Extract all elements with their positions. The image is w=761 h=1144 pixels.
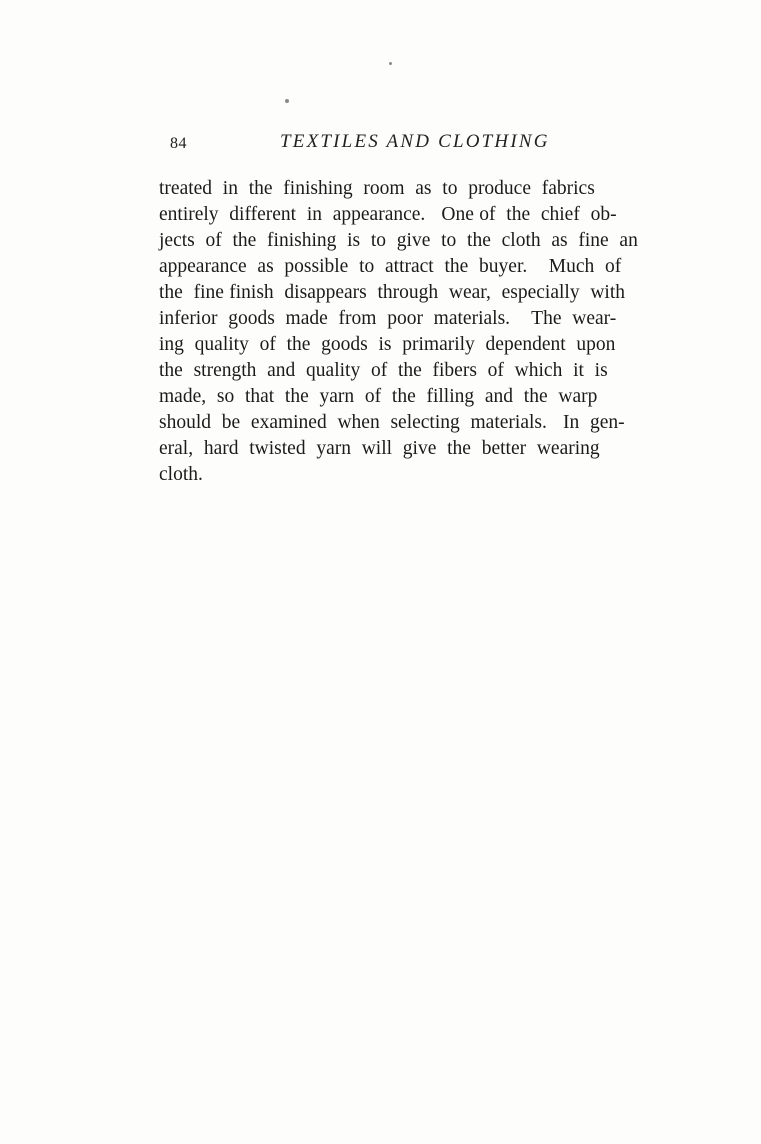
- scan-speck-icon: [389, 62, 392, 65]
- page-title: TEXTILES AND CLOTHING: [280, 131, 550, 152]
- body-text: [159, 176, 662, 488]
- text-line: appearance as possible to attract the buyer. Much of: [159, 256, 622, 277]
- scan-speck-icon: [285, 99, 289, 103]
- page-number: 84: [170, 135, 187, 152]
- paragraph: [159, 176, 662, 488]
- text-line: cloth.: [159, 464, 203, 485]
- text-line: inferior goods made from poor materials. The wear-: [159, 308, 617, 329]
- text-line: should be examined when selecting materials. In gen-: [159, 412, 625, 433]
- text-line: jects of the finishing is to give to the cloth as fine an: [159, 230, 638, 251]
- running-head: [160, 131, 600, 155]
- text-line: treated in the finishing room as to produce fabrics: [159, 178, 595, 199]
- text-line: the strength and quality of the fibers of which it is: [159, 360, 608, 381]
- text-line: eral, hard twisted yarn will give the better wearing: [159, 438, 600, 459]
- text-line: entirely different in appearance. One of the chief ob-: [159, 204, 617, 225]
- text-line: the fine finish disappears through wear, especially with: [159, 282, 626, 303]
- text-line: ing quality of the goods is primarily dependent upon: [159, 334, 616, 355]
- text-line: made, so that the yarn of the filling and the warp: [159, 386, 598, 407]
